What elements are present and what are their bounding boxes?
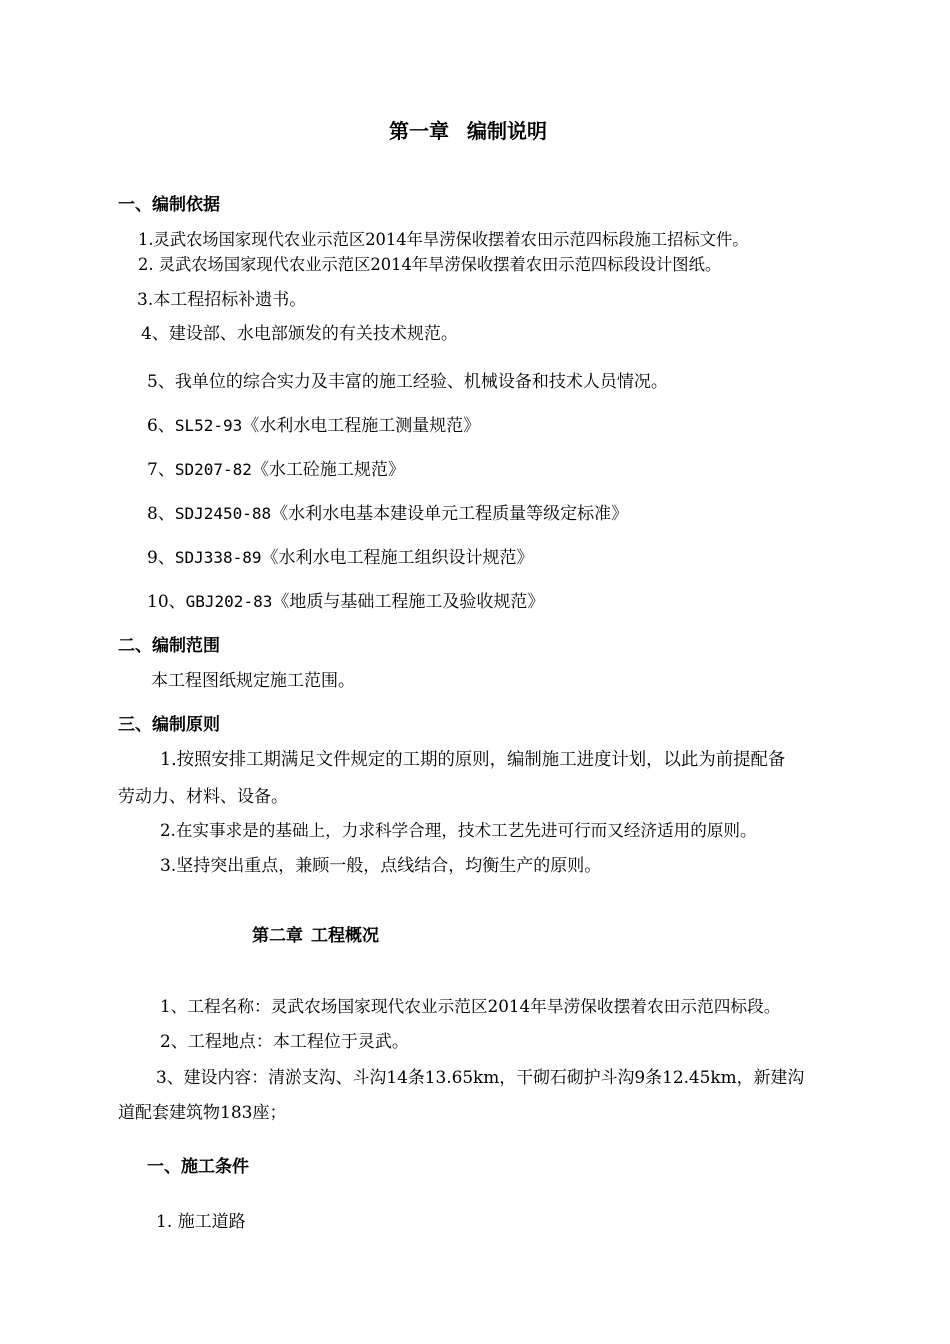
standard-item-6 — [147, 415, 480, 437]
standard-item-9 — [147, 547, 534, 569]
overview-item-3-line-1: 3、建设内容：清淤支沟、斗沟14条13.65km，干砌石砌护斗沟9条12.45km，新建沟 — [156, 1067, 805, 1087]
standard-name: 《水利水电基本建设单元工程质量等级定标准》 — [271, 504, 629, 524]
chapter1-title — [389, 118, 547, 144]
basis-item-1: 1.灵武农场国家现代农业示范区2014年旱涝保收摆着农田示范四标段施工招标文件。 — [138, 230, 749, 249]
standard-number: 10、 — [147, 592, 186, 612]
basis-item-2: 2. 灵武农场国家现代农业示范区2014年旱涝保收摆着农田示范四标段设计图纸。 — [138, 255, 722, 274]
overview-item-3-line-2: 道配套建筑物183座； — [118, 1103, 287, 1123]
standard-item-7 — [147, 459, 405, 481]
basis-item-5: 5、我单位的综合实力及丰富的施工经验、机械设备和技术人员情况。 — [147, 372, 668, 392]
basis-item-4: 4、建设部、水电部颁发的有关技术规范。 — [141, 324, 458, 344]
basis-heading: 一、编制依据 — [118, 195, 220, 215]
overview-item-1: 1、工程名称：灵武农场国家现代农业示范区2014年旱涝保收摆着农田示范四标段。 — [160, 996, 781, 1016]
chapter2-title — [252, 925, 379, 947]
chapter2-title-name: 工程概况 — [311, 926, 379, 946]
standard-name: 《水利水电工程施工组织设计规范》 — [261, 548, 534, 568]
standard-code: GBJ202-83 — [185, 592, 273, 611]
scope-heading: 二、编制范围 — [118, 636, 220, 656]
principle-1-line-1: 1.按照安排工期满足文件规定的工期的原则，编制施工进度计划，以此为前提配备 — [160, 750, 786, 770]
principles-heading: 三、编制原则 — [118, 715, 220, 735]
principle-2: 2.在实事求是的基础上，力求科学合理，技术工艺先进可行而又经济适用的原则。 — [160, 821, 757, 840]
basis-item-3: 3.本工程招标补遗书。 — [137, 290, 307, 310]
standard-number: 6、 — [147, 416, 175, 436]
standard-code: SDJ2450-88 — [174, 504, 272, 523]
standard-name: 《地质与基础工程施工及验收规范》 — [272, 592, 545, 612]
chapter1-title-name: 编制说明 — [467, 119, 547, 143]
chapter1-title-number: 第一章 — [389, 119, 449, 143]
standard-item-8 — [147, 503, 628, 525]
standard-number: 8、 — [147, 504, 175, 524]
standard-number: 9、 — [147, 548, 175, 568]
standard-code: SDJ338-89 — [174, 548, 262, 567]
conditions-heading: 一、施工条件 — [147, 1157, 249, 1177]
standard-name: 《水利水电工程施工测量规范》 — [242, 416, 481, 436]
chapter2-title-number: 第二章 — [252, 926, 303, 946]
standard-number: 7、 — [147, 460, 175, 480]
standard-code: SD207-82 — [174, 460, 252, 479]
scope-text: 本工程图纸规定施工范围。 — [151, 671, 355, 691]
overview-item-2: 2、工程地点：本工程位于灵武。 — [160, 1032, 409, 1052]
standard-code: SL52-93 — [174, 416, 243, 435]
standard-name: 《水工砼施工规范》 — [251, 460, 405, 480]
conditions-item-1: 1. 施工道路 — [156, 1212, 246, 1232]
standard-item-10 — [147, 591, 544, 613]
principle-1-line-2: 劳动力、材料、设备。 — [118, 787, 288, 807]
principle-3: 3.坚持突出重点，兼顾一般，点线结合，均衡生产的原则。 — [160, 856, 602, 876]
